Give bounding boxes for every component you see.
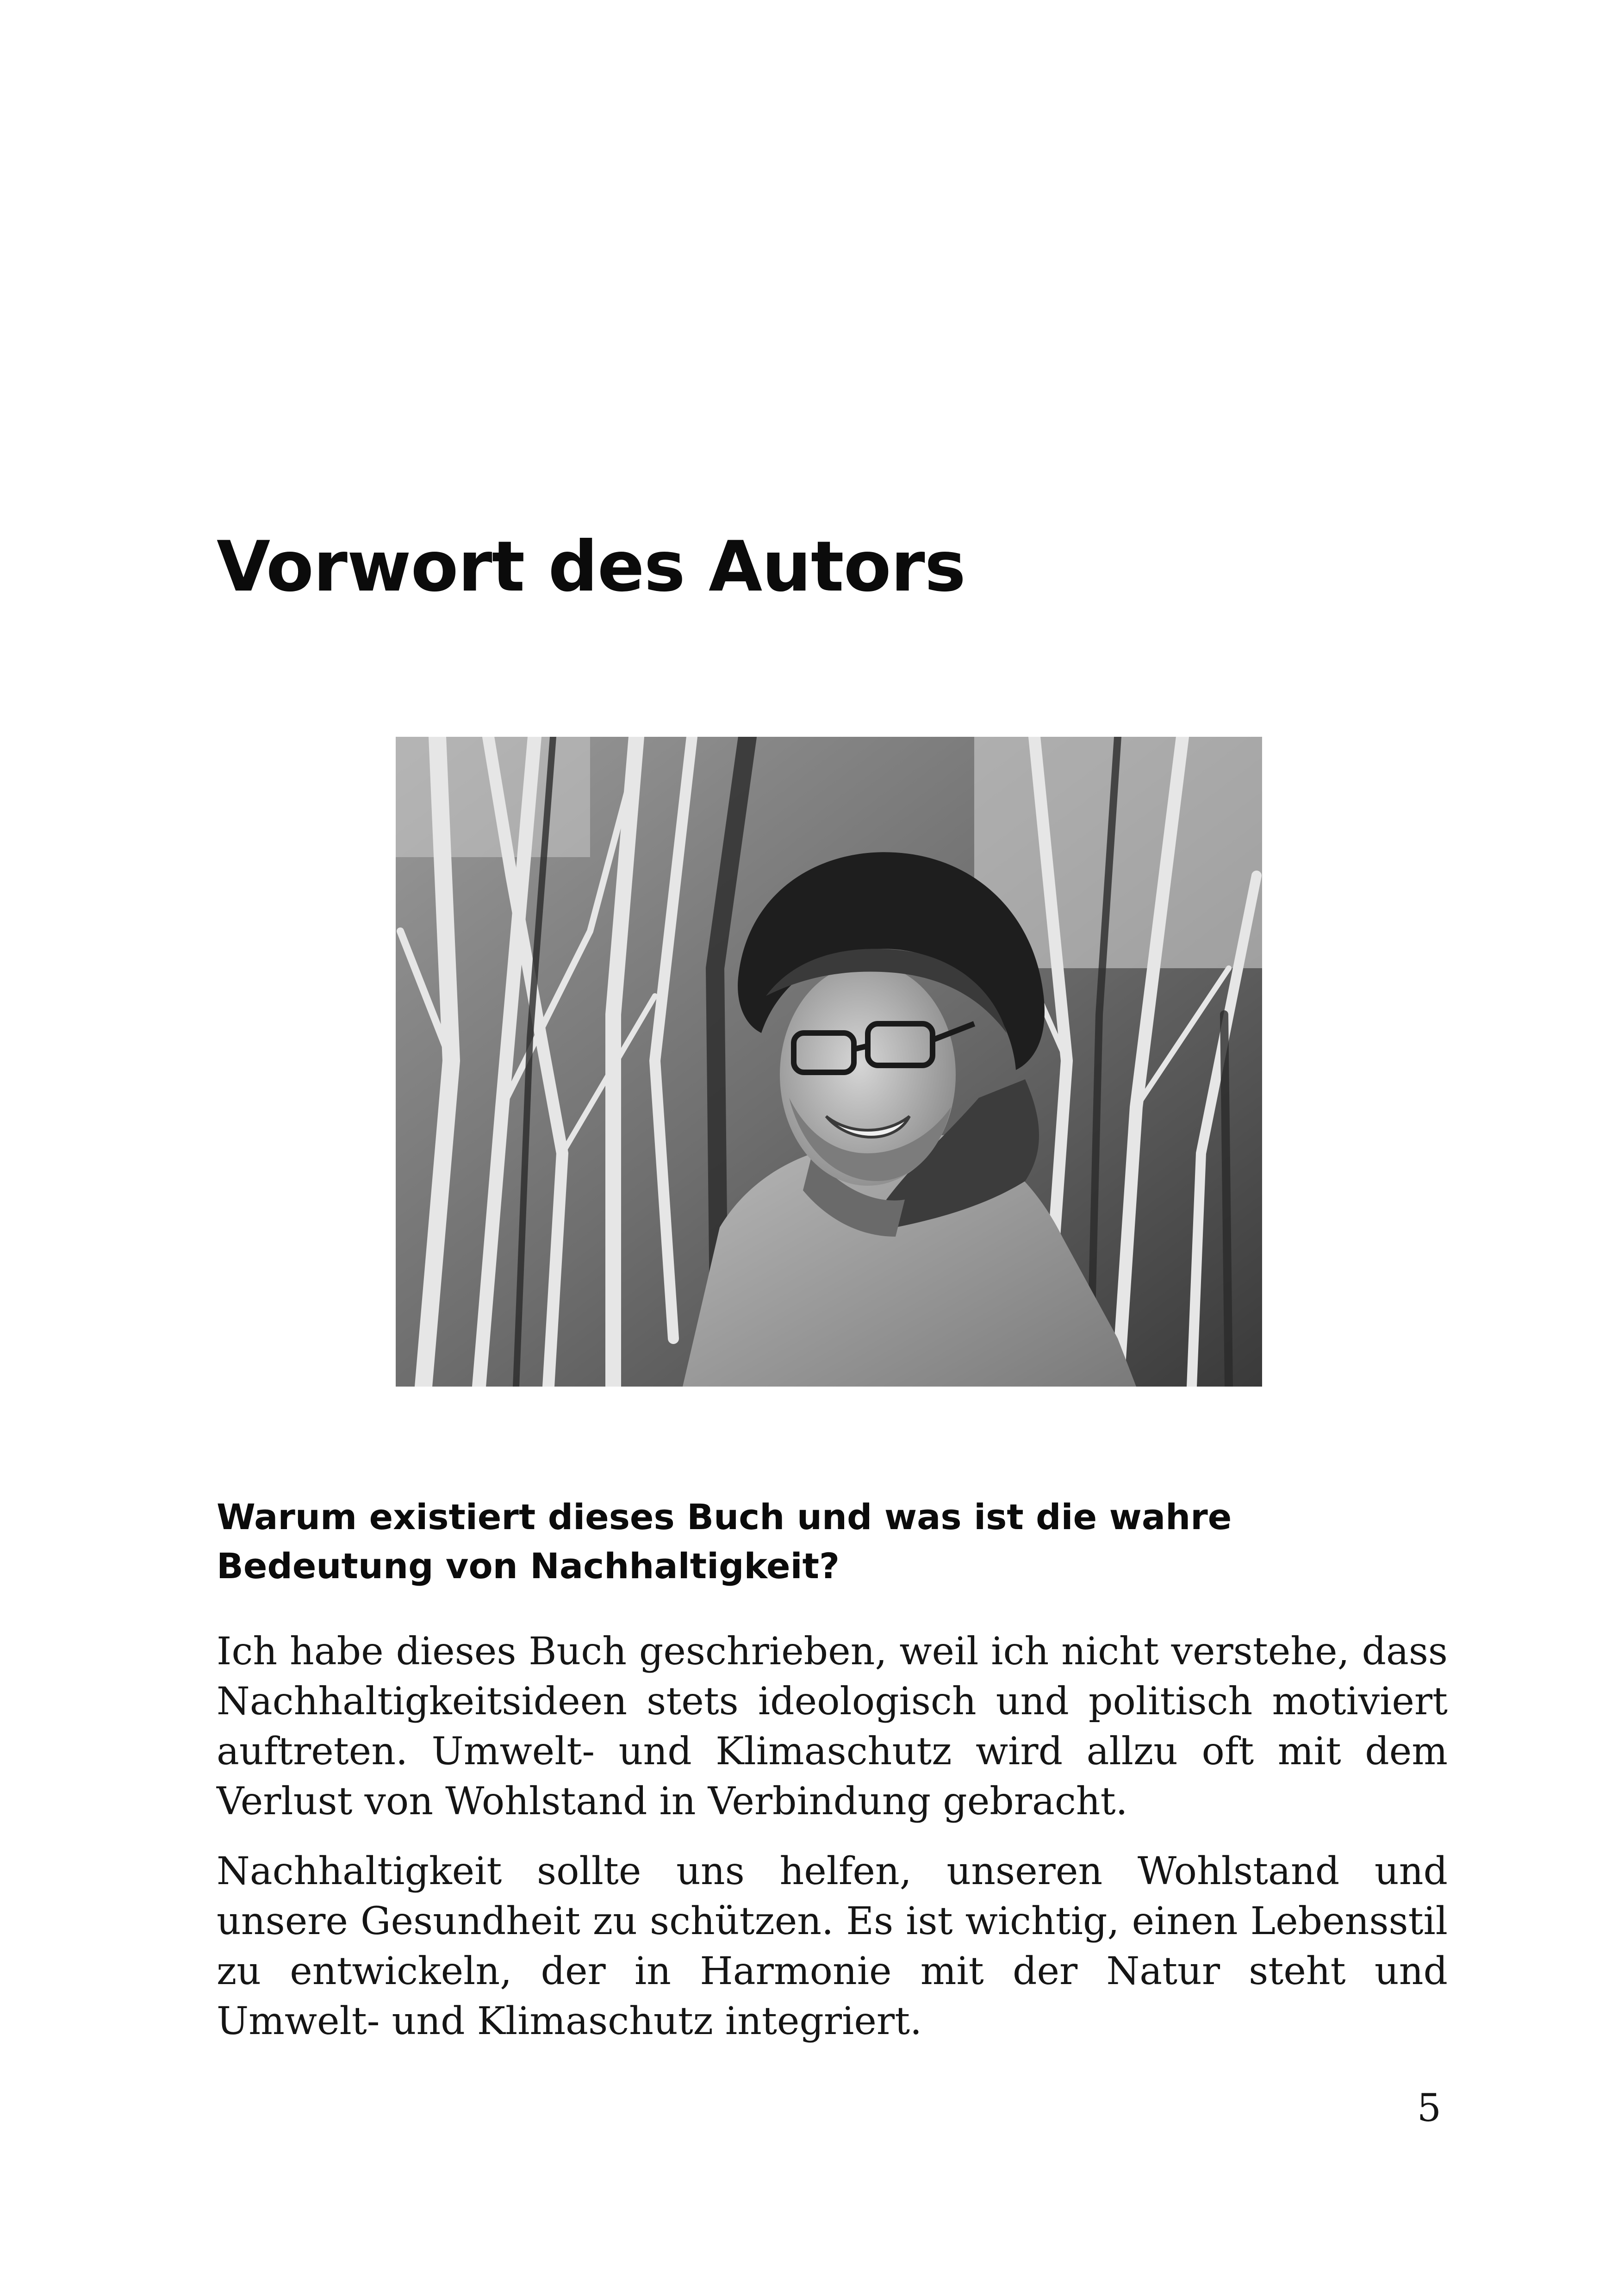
author-portrait-photo	[396, 737, 1262, 1387]
body-paragraph-1: Ich habe dieses Buch geschrieben, weil ich nicht verstehe, dass Nachhaltigkeitsideen stets ideologisch und politisch motiviert auftreten. Umwelt- und Klimaschutz wird allzu oft mit dem Verlust von Wohlstand in Verbindung gebracht.	[217, 1630, 1448, 1823]
page-number: 5	[1417, 2086, 1441, 2130]
chapter-title: Vorwort des Autors	[217, 527, 965, 607]
body-paragraph-2: Nachhaltigkeit sollte uns helfen, unseren Wohlstand und unsere Gesundheit zu schützen. Es ist wichtig, einen Lebensstil zu entwickeln, der in Harmonie mit der Natur steht und Umwelt- und Klimaschutz integriert.	[217, 1849, 1448, 2043]
section-question-heading: Warum existiert dieses Buch und was ist die wahre Bedeutung von Nachhaltigkeit?	[217, 1496, 1232, 1587]
